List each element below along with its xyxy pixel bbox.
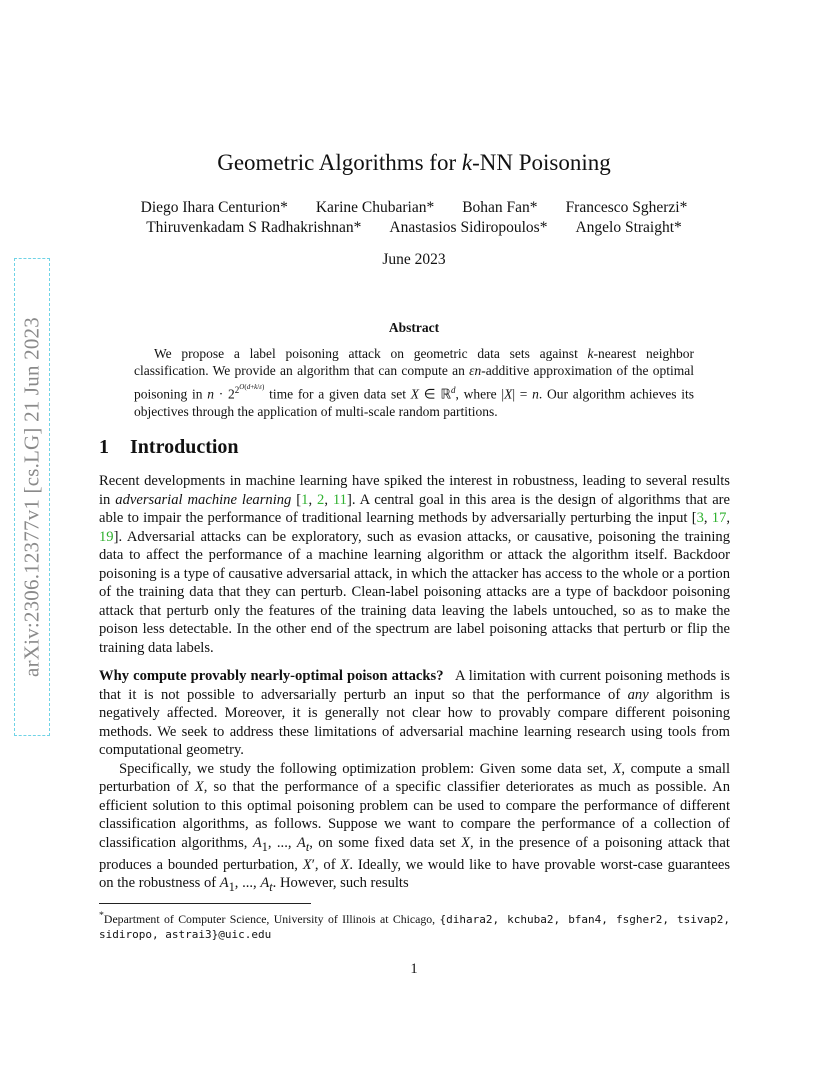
author-row-1 — [0, 198, 828, 218]
paragraph-heading: Why compute provably nearly-optimal poison attacks? — [99, 668, 444, 684]
section-title: Introduction — [130, 436, 239, 458]
author: Thiruvenkadam S Radhakrishnan* — [146, 219, 362, 236]
page-number: 1 — [410, 961, 418, 977]
abstract-heading: Abstract — [388, 320, 440, 335]
footnote-affiliation: *Department of Computer Science, University of Illinois at Chicago, {dihara2, kchuba2, bfan4, fsgher2, tsivap2, sidiropo, astrai3}@uic.edu — [99, 910, 730, 942]
author: Francesco Sgherzi* — [565, 199, 688, 216]
citation-link[interactable]: 19 — [99, 528, 114, 545]
author-list — [0, 198, 828, 238]
author: Bohan Fan* — [462, 199, 538, 216]
paper-title: Geometric Algorithms for k-NN Poisoning — [217, 150, 611, 175]
author: Anastasios Sidiropoulos* — [389, 219, 548, 236]
section-number: 1 — [99, 436, 109, 458]
author: Angelo Straight* — [575, 219, 682, 236]
citation-link[interactable]: 2 — [317, 491, 325, 508]
author: Diego Ihara Centurion* — [140, 199, 288, 216]
footnote-rule — [99, 903, 311, 904]
citation-link[interactable]: 17 — [711, 510, 727, 526]
paragraph-intro: Recent developments in machine learning have spiked the interest in robustness, leading to several results in adversarial machine learning [1, 2, 11]. A central goal in this area is the design of algorithms that are able to impair the performance of traditional learning methods by adversarially perturbing the input [3, 17, 19]. Adversarial attacks can be exploratory, such as evasion attacks, or causative, poisoning the training data to affect the performance of a machine learning algorithm or attack the algorithm itself. Backdoor poisoning is a type of causative adversarial attack, in which the attacker has access to the whole or a portion of the training data that they can perturb. Clean-label poisoning attacks are a type of backdoor poisoning attack that perturb only the features of the training data leaving the labels untouched, so as to make the poison less detectable. In the other end of the spectrum are label poisoning attacks that perturb or flip the training data labels. — [99, 473, 731, 656]
section-heading-introduction — [99, 436, 239, 459]
author: Karine Chubarian* — [315, 199, 435, 216]
citation-link[interactable]: 1 — [301, 491, 309, 508]
citation-link[interactable]: 3 — [696, 510, 704, 526]
paper-date: June 2023 — [382, 251, 446, 268]
paragraph-why: Why compute provably nearly-optimal poison attacks? A limitation with current poisoning methods is that it is not possible to adversarially perturb an input so that the performance of any algorithm is negatively affected. Moreover, it is generally not clear how to provably compare different poisoning methods. We seek to address these limitations of adversarial machine learning research using tools from computational geometry. — [99, 668, 730, 758]
paragraph-specifically: Specifically, we study the following optimization problem: Given some data set, X, compute a small perturbation of X, so that the performance of a specific classifier deteriorates as much as possible. An efficient solution to this optimal poisoning problem can be used to compare the performance of different classification algorithms, as follows. Suppose we want to compare the performance of a collection of classification algorithms, $A_1$, ..., $A_t$, on some fixed data set X, in the presence of a poisoning attack that produces a bounded perturbation, X′, of X. Ideally, we would like to have provable worst-case guarantees on the robustness of $A_1$, ..., $A_t$. However, such results — [99, 760, 731, 895]
abstract-body: We propose a label poisoning attack on geometric data sets against k-nearest neighbor classification. We provide an algorithm that can compute an εn-additive approximation of the optimal poisoning in $n \cdot 2^{2^{O(d+k/\varepsilon)}}$ time for a given data set X ∈ ℝ$^d$, where |X| = n. Our algorithm achieves its objectives through the application of multi-scale random partitions. — [134, 346, 695, 419]
arxiv-identifier: arXiv:2306.12377v1 [cs.LG] 21 Jun 2023 — [19, 317, 44, 677]
author-row-2 — [0, 218, 828, 238]
citation-link[interactable]: 11 — [332, 491, 347, 508]
body-text — [99, 472, 730, 897]
